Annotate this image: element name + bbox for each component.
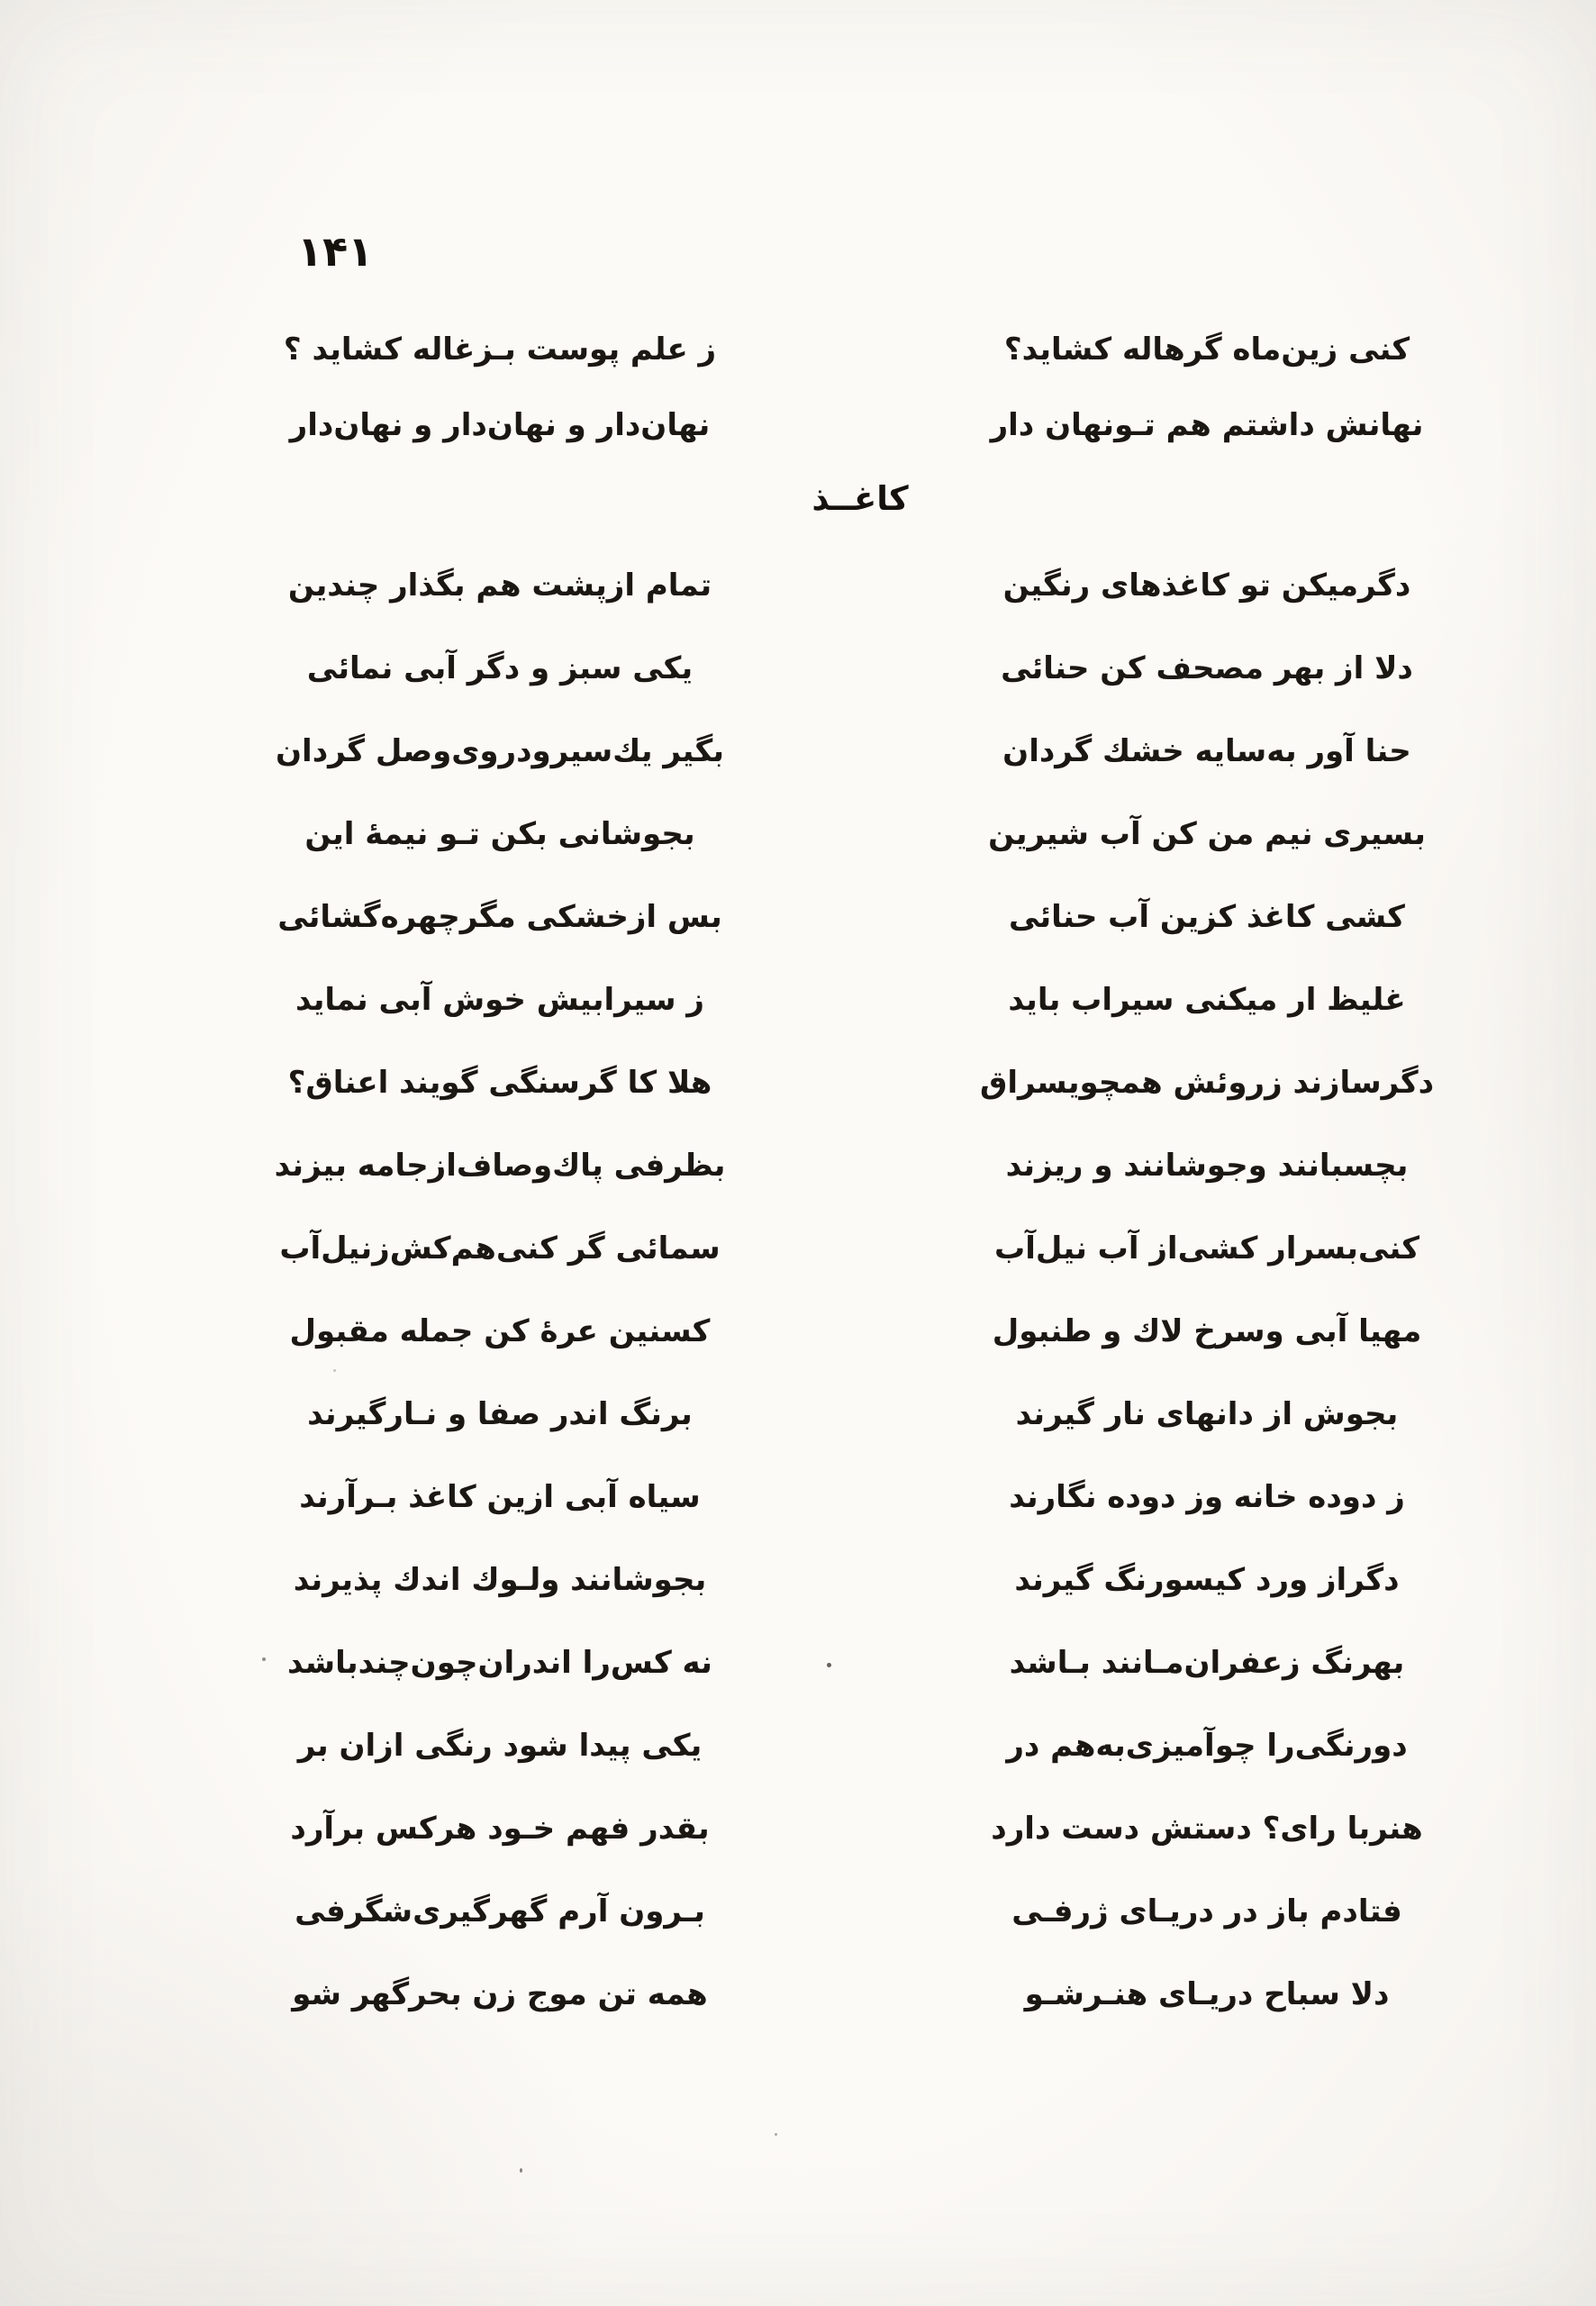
hemistich-left: سمائی گر کنی‌هم‌کش‌زنیل‌آب	[279, 1230, 721, 1266]
scan-speck	[775, 2133, 777, 2136]
hemistich-left: همه تن موج زن بحرگهر شو	[292, 1976, 708, 2012]
hemistich-left: بجوشانند ولـوك اندك پذیرند	[293, 1562, 707, 1598]
couplet-row	[0, 1557, 1596, 1607]
scan-speck	[520, 2168, 522, 2173]
hemistich-right: دورنگی‌را چوآمیزی‌به‌هم در	[1006, 1728, 1408, 1764]
hemistich-right: دلا از بهر مصحف کن حنائی	[1001, 650, 1413, 686]
couplet-row	[0, 728, 1596, 778]
couplet-row	[0, 1971, 1596, 2021]
couplet-row	[0, 1805, 1596, 1856]
hemistich-right: مهیا آبی وسرخ لاك و طنبول	[992, 1313, 1422, 1349]
couplet-row	[0, 1639, 1596, 1690]
couplet-row	[0, 1391, 1596, 1441]
couplet-row	[0, 1474, 1596, 1524]
hemistich-right: دگرسازند زروئش همچویسراق	[979, 1065, 1435, 1101]
hemistich-right: بهرنگ زعفران‌مـانند بـاشد	[1009, 1645, 1405, 1681]
hemistich-right: غلیظ ار میکنی سیراب باید	[1008, 982, 1406, 1018]
couplet-row	[0, 402, 1596, 452]
hemistich-left: نهان‌دار و نهان‌دار و نهان‌دار	[289, 407, 711, 443]
hemistich-right: دگراز ورد کیسورنگ گیرند	[1014, 1562, 1400, 1598]
hemistich-left: بس ازخشکی مگرچهره‌گشائی	[277, 899, 722, 935]
hemistich-left: تمام ازپشت هم بگذار چندین	[287, 567, 712, 604]
hemistich-right: هنربا رای؟ دستش دست دارد	[991, 1811, 1423, 1847]
hemistich-left: هلا کا گرسنگی گویند اعناق؟	[287, 1065, 712, 1101]
hemistich-left: بـرون آرم گهرگیری‌شگرفی	[295, 1893, 705, 1929]
hemistich-right: کشی کاغذ کزین آب حنائی	[1009, 899, 1405, 935]
couplet-row	[0, 1308, 1596, 1358]
couplet-row	[0, 562, 1596, 613]
hemistich-right: فتادم باز در دریـای ژرفـی	[1011, 1893, 1402, 1929]
couplet-row	[0, 1059, 1596, 1110]
hemistich-left: سیاه آبی ازین کاغذ بـرآرند	[299, 1479, 701, 1515]
couplet-row	[0, 811, 1596, 861]
couplet-row	[0, 1225, 1596, 1276]
page-number: ۱۴۱	[297, 227, 374, 276]
hemistich-left: برنگ اندر صفا و نـارگیرند	[307, 1396, 693, 1432]
hemistich-left: بقدر فهم خـود هرکس برآرد	[290, 1811, 710, 1847]
couplet-row	[0, 1722, 1596, 1773]
hemistich-left: بگیر یك‌سیرودروی‌وصل گردان	[276, 733, 724, 769]
hemistich-left: کسنین عرهٔ کن جمله مقبول	[289, 1313, 711, 1349]
hemistich-right: کنی زین‌ماه گرهاله کشاید؟	[1003, 331, 1410, 368]
scan-speck	[262, 1657, 266, 1661]
hemistich-left: نه کس‌را اندران‌چون‌چندباشد	[287, 1645, 712, 1681]
hemistich-right: دگرمیکن تو کاغذهای رنگین	[1002, 567, 1411, 604]
hemistich-right: حنا آور به‌سایه خشك گردان	[1002, 733, 1411, 769]
couplet-row	[0, 645, 1596, 695]
hemistich-right: دلا سباح دریـای هنـرشـو	[1024, 1976, 1390, 2012]
couplet-row	[0, 1888, 1596, 1938]
couplet-row	[0, 976, 1596, 1027]
hemistich-right: بچسبانند وجوشانند و ریزند	[1005, 1148, 1409, 1184]
couplet-row	[0, 326, 1596, 377]
couplet-row	[0, 894, 1596, 944]
hemistich-left: ز علم پوست بـزغاله کشاید ؟	[283, 331, 717, 368]
hemistich-left: یکی سبز و دگر آبی نمائی	[306, 650, 694, 686]
hemistich-left: بجوشانی بکن تـو نیمهٔ این	[304, 816, 695, 852]
scan-speck	[333, 1369, 336, 1372]
hemistich-right: ز دوده خانه وز دوده نگارند	[1009, 1479, 1405, 1515]
hemistich-left: یکی پیدا شود رنگی ازان بر	[297, 1728, 703, 1764]
hemistich-right: بسیری نیم من کن آب شیرین	[988, 816, 1426, 852]
hemistich-right: بجوش از دانهای نار گیرند	[1015, 1396, 1399, 1432]
hemistich-left: ز سیرابیش خوش آبی نماید	[295, 982, 705, 1018]
section-title: کاغــذ	[812, 479, 909, 518]
hemistich-right: نهانش داشتم هم تـونهان دار	[990, 407, 1424, 443]
couplet-row	[0, 1142, 1596, 1193]
scan-speck	[827, 1663, 831, 1667]
hemistich-right: کنی‌بسرار کشی‌از آب نیل‌آب	[994, 1230, 1419, 1266]
hemistich-left: بظرفی پاك‌وصاف‌ازجامه بیزند	[274, 1148, 726, 1184]
